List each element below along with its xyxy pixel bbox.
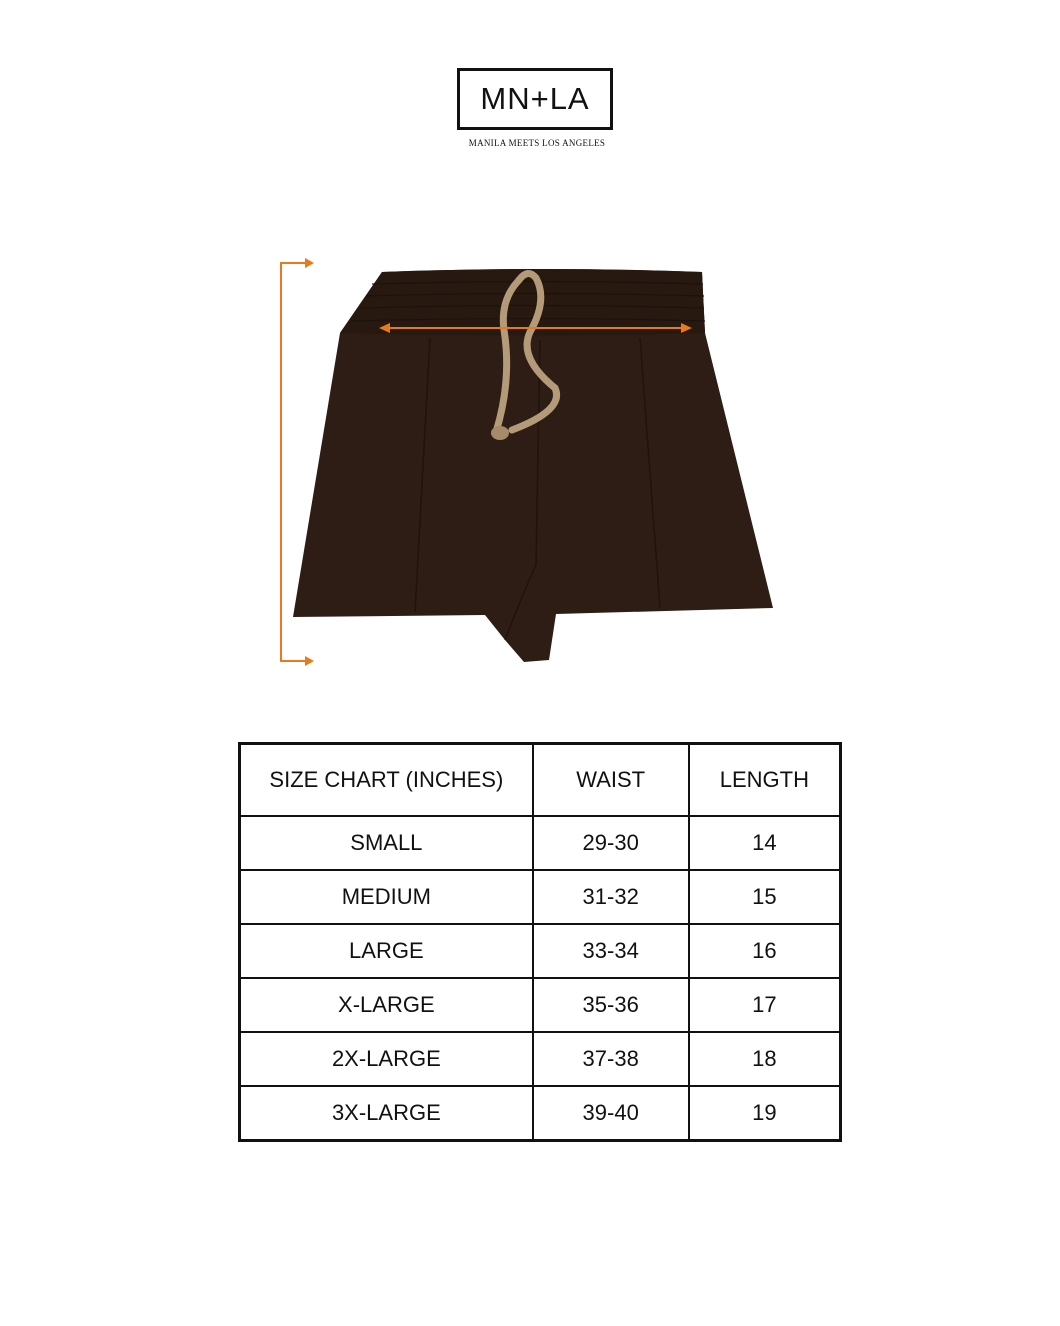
waist-cell: 29-30 — [533, 816, 689, 870]
cord-knot — [491, 426, 509, 440]
header-size: SIZE CHART (INCHES) — [240, 744, 533, 817]
table-row — [240, 978, 841, 1032]
length-cell: 16 — [689, 924, 841, 978]
table-row — [240, 870, 841, 924]
size-cell: 2X-LARGE — [240, 1032, 533, 1086]
brand-logo — [457, 68, 613, 130]
length-arrow-top — [305, 258, 314, 268]
table-row — [240, 1086, 841, 1141]
waist-cell: 33-34 — [533, 924, 689, 978]
size-chart-header-row — [240, 744, 841, 817]
waist-cell: 37-38 — [533, 1032, 689, 1086]
table-row — [240, 924, 841, 978]
table-row — [240, 816, 841, 870]
length-cell: 19 — [689, 1086, 841, 1141]
table-row — [240, 1032, 841, 1086]
waist-cell: 31-32 — [533, 870, 689, 924]
shorts-illustration — [270, 250, 790, 680]
size-cell: LARGE — [240, 924, 533, 978]
length-cell: 18 — [689, 1032, 841, 1086]
waist-cell: 35-36 — [533, 978, 689, 1032]
waist-cell: 39-40 — [533, 1086, 689, 1141]
size-chart-table — [238, 742, 842, 1142]
size-cell: 3X-LARGE — [240, 1086, 533, 1141]
length-cell: 15 — [689, 870, 841, 924]
size-cell: X-LARGE — [240, 978, 533, 1032]
logo-tagline: MANILA MEETS LOS ANGELES — [468, 138, 606, 148]
length-cell: 14 — [689, 816, 841, 870]
size-cell: MEDIUM — [240, 870, 533, 924]
header-waist: WAIST — [533, 744, 689, 817]
length-cell: 17 — [689, 978, 841, 1032]
header-length: LENGTH — [689, 744, 841, 817]
length-arrow-bottom — [305, 656, 314, 666]
size-cell: SMALL — [240, 816, 533, 870]
logo-text: MN+LA — [480, 81, 590, 116]
